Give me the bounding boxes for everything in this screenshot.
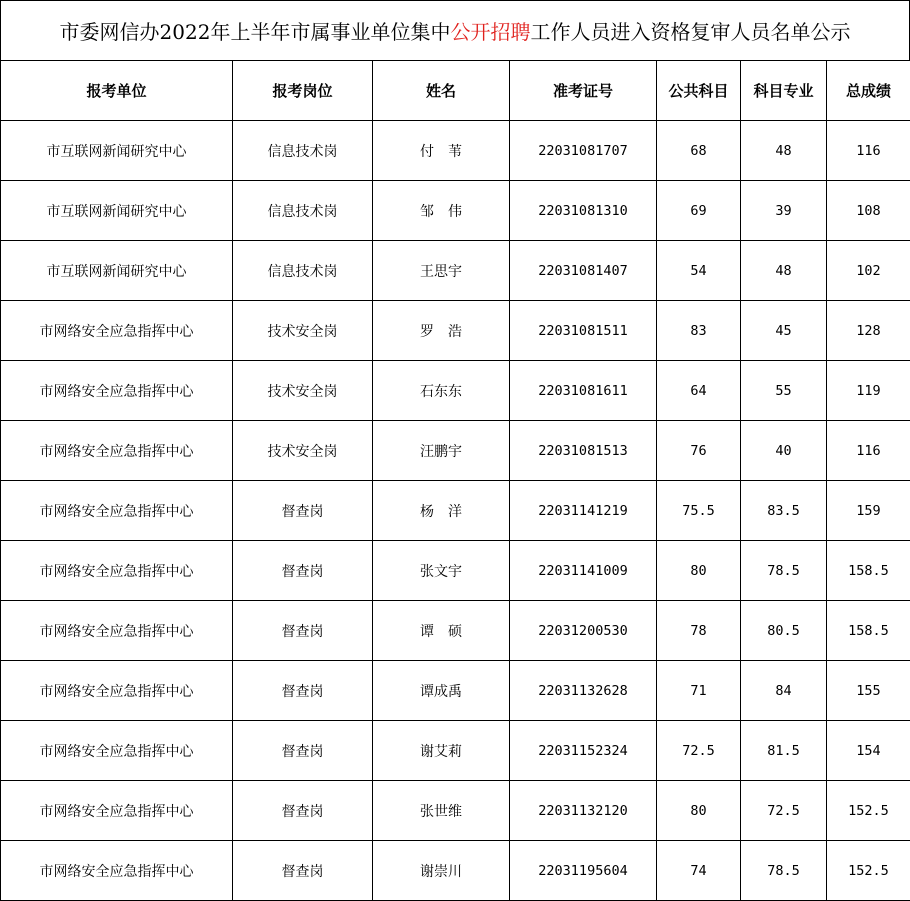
header-major-subject: 科目专业 — [741, 61, 827, 121]
table-body — [1, 121, 910, 901]
cell-total-score: 154 — [827, 721, 910, 781]
cell-ticket-number: 22031081611 — [510, 361, 657, 421]
cell-ticket-number: 22031081310 — [510, 181, 657, 241]
cell-position: 督查岗 — [233, 481, 373, 541]
cell-major-subject: 84 — [741, 661, 827, 721]
cell-unit: 市互联网新闻研究中心 — [1, 181, 233, 241]
cell-total-score: 158.5 — [827, 601, 910, 661]
table-row — [1, 781, 910, 841]
cell-total-score: 108 — [827, 181, 910, 241]
cell-position: 信息技术岗 — [233, 181, 373, 241]
table-row — [1, 121, 910, 181]
cell-major-subject: 83.5 — [741, 481, 827, 541]
cell-position: 督查岗 — [233, 541, 373, 601]
cell-name: 谭 硕 — [373, 601, 510, 661]
cell-name: 谭成禹 — [373, 661, 510, 721]
table-row — [1, 361, 910, 421]
cell-public-subject: 83 — [657, 301, 741, 361]
cell-major-subject: 39 — [741, 181, 827, 241]
cell-name: 石东东 — [373, 361, 510, 421]
cell-major-subject: 78.5 — [741, 841, 827, 901]
cell-ticket-number: 22031132628 — [510, 661, 657, 721]
cell-ticket-number: 22031081513 — [510, 421, 657, 481]
cell-name: 付 苇 — [373, 121, 510, 181]
cell-unit: 市网络安全应急指挥中心 — [1, 301, 233, 361]
table-row — [1, 841, 910, 901]
cell-ticket-number: 22031132120 — [510, 781, 657, 841]
title-part-1: 市委网信办2022年上半年市属事业单位集中 — [59, 20, 451, 44]
title-part-2: 工作人员进入资格复审人员名单公示 — [530, 20, 851, 44]
cell-unit: 市网络安全应急指挥中心 — [1, 361, 233, 421]
cell-total-score: 152.5 — [827, 781, 910, 841]
cell-unit: 市互联网新闻研究中心 — [1, 121, 233, 181]
header-name: 姓名 — [373, 61, 510, 121]
table-row — [1, 601, 910, 661]
cell-name: 谢崇川 — [373, 841, 510, 901]
cell-total-score: 116 — [827, 121, 910, 181]
table-row — [1, 181, 910, 241]
cell-name: 谢艾莉 — [373, 721, 510, 781]
cell-major-subject: 55 — [741, 361, 827, 421]
cell-major-subject: 48 — [741, 121, 827, 181]
title-highlight: 公开招聘 — [450, 20, 531, 44]
cell-total-score: 128 — [827, 301, 910, 361]
cell-total-score: 102 — [827, 241, 910, 301]
table-row — [1, 541, 910, 601]
cell-public-subject: 76 — [657, 421, 741, 481]
cell-public-subject: 71 — [657, 661, 741, 721]
cell-total-score: 152.5 — [827, 841, 910, 901]
header-ticket-number: 准考证号 — [510, 61, 657, 121]
cell-unit: 市网络安全应急指挥中心 — [1, 661, 233, 721]
cell-total-score: 116 — [827, 421, 910, 481]
table-row — [1, 301, 910, 361]
cell-name: 张世维 — [373, 781, 510, 841]
cell-name: 罗 浩 — [373, 301, 510, 361]
cell-position: 信息技术岗 — [233, 121, 373, 181]
cell-major-subject: 40 — [741, 421, 827, 481]
cell-name: 张文宇 — [373, 541, 510, 601]
cell-ticket-number: 22031152324 — [510, 721, 657, 781]
cell-ticket-number: 22031081511 — [510, 301, 657, 361]
cell-position: 技术安全岗 — [233, 421, 373, 481]
cell-unit: 市网络安全应急指挥中心 — [1, 421, 233, 481]
cell-public-subject: 74 — [657, 841, 741, 901]
cell-position: 技术安全岗 — [233, 361, 373, 421]
cell-unit: 市网络安全应急指挥中心 — [1, 481, 233, 541]
cell-position: 信息技术岗 — [233, 241, 373, 301]
cell-position: 督查岗 — [233, 841, 373, 901]
cell-ticket-number: 22031081407 — [510, 241, 657, 301]
cell-ticket-number: 22031195604 — [510, 841, 657, 901]
cell-public-subject: 64 — [657, 361, 741, 421]
table-row — [1, 661, 910, 721]
cell-total-score: 155 — [827, 661, 910, 721]
cell-position: 督查岗 — [233, 781, 373, 841]
cell-total-score: 159 — [827, 481, 910, 541]
header-total-score: 总成绩 — [827, 61, 910, 121]
cell-major-subject: 78.5 — [741, 541, 827, 601]
cell-public-subject: 75.5 — [657, 481, 741, 541]
cell-name: 杨 洋 — [373, 481, 510, 541]
cell-major-subject: 81.5 — [741, 721, 827, 781]
header-unit: 报考单位 — [1, 61, 233, 121]
cell-public-subject: 54 — [657, 241, 741, 301]
cell-ticket-number: 22031141219 — [510, 481, 657, 541]
table-row — [1, 481, 910, 541]
candidate-table — [0, 60, 910, 901]
cell-name: 汪鹏宇 — [373, 421, 510, 481]
cell-unit: 市互联网新闻研究中心 — [1, 241, 233, 301]
table-row — [1, 721, 910, 781]
cell-public-subject: 78 — [657, 601, 741, 661]
page-title — [0, 0, 910, 60]
table-header-row — [1, 61, 910, 121]
table-row — [1, 241, 910, 301]
cell-major-subject: 45 — [741, 301, 827, 361]
cell-total-score: 158.5 — [827, 541, 910, 601]
cell-total-score: 119 — [827, 361, 910, 421]
cell-public-subject: 72.5 — [657, 721, 741, 781]
cell-unit: 市网络安全应急指挥中心 — [1, 541, 233, 601]
cell-unit: 市网络安全应急指挥中心 — [1, 721, 233, 781]
cell-position: 督查岗 — [233, 601, 373, 661]
cell-position: 技术安全岗 — [233, 301, 373, 361]
cell-public-subject: 68 — [657, 121, 741, 181]
cell-ticket-number: 22031081707 — [510, 121, 657, 181]
cell-unit: 市网络安全应急指挥中心 — [1, 601, 233, 661]
cell-ticket-number: 22031200530 — [510, 601, 657, 661]
table-row — [1, 421, 910, 481]
cell-public-subject: 80 — [657, 781, 741, 841]
cell-name: 王思宇 — [373, 241, 510, 301]
header-position: 报考岗位 — [233, 61, 373, 121]
header-public-subject: 公共科目 — [657, 61, 741, 121]
cell-ticket-number: 22031141009 — [510, 541, 657, 601]
cell-major-subject: 80.5 — [741, 601, 827, 661]
cell-unit: 市网络安全应急指挥中心 — [1, 841, 233, 901]
cell-name: 邹 伟 — [373, 181, 510, 241]
cell-unit: 市网络安全应急指挥中心 — [1, 781, 233, 841]
cell-public-subject: 80 — [657, 541, 741, 601]
cell-position: 督查岗 — [233, 721, 373, 781]
cell-position: 督查岗 — [233, 661, 373, 721]
cell-public-subject: 69 — [657, 181, 741, 241]
cell-major-subject: 48 — [741, 241, 827, 301]
cell-major-subject: 72.5 — [741, 781, 827, 841]
